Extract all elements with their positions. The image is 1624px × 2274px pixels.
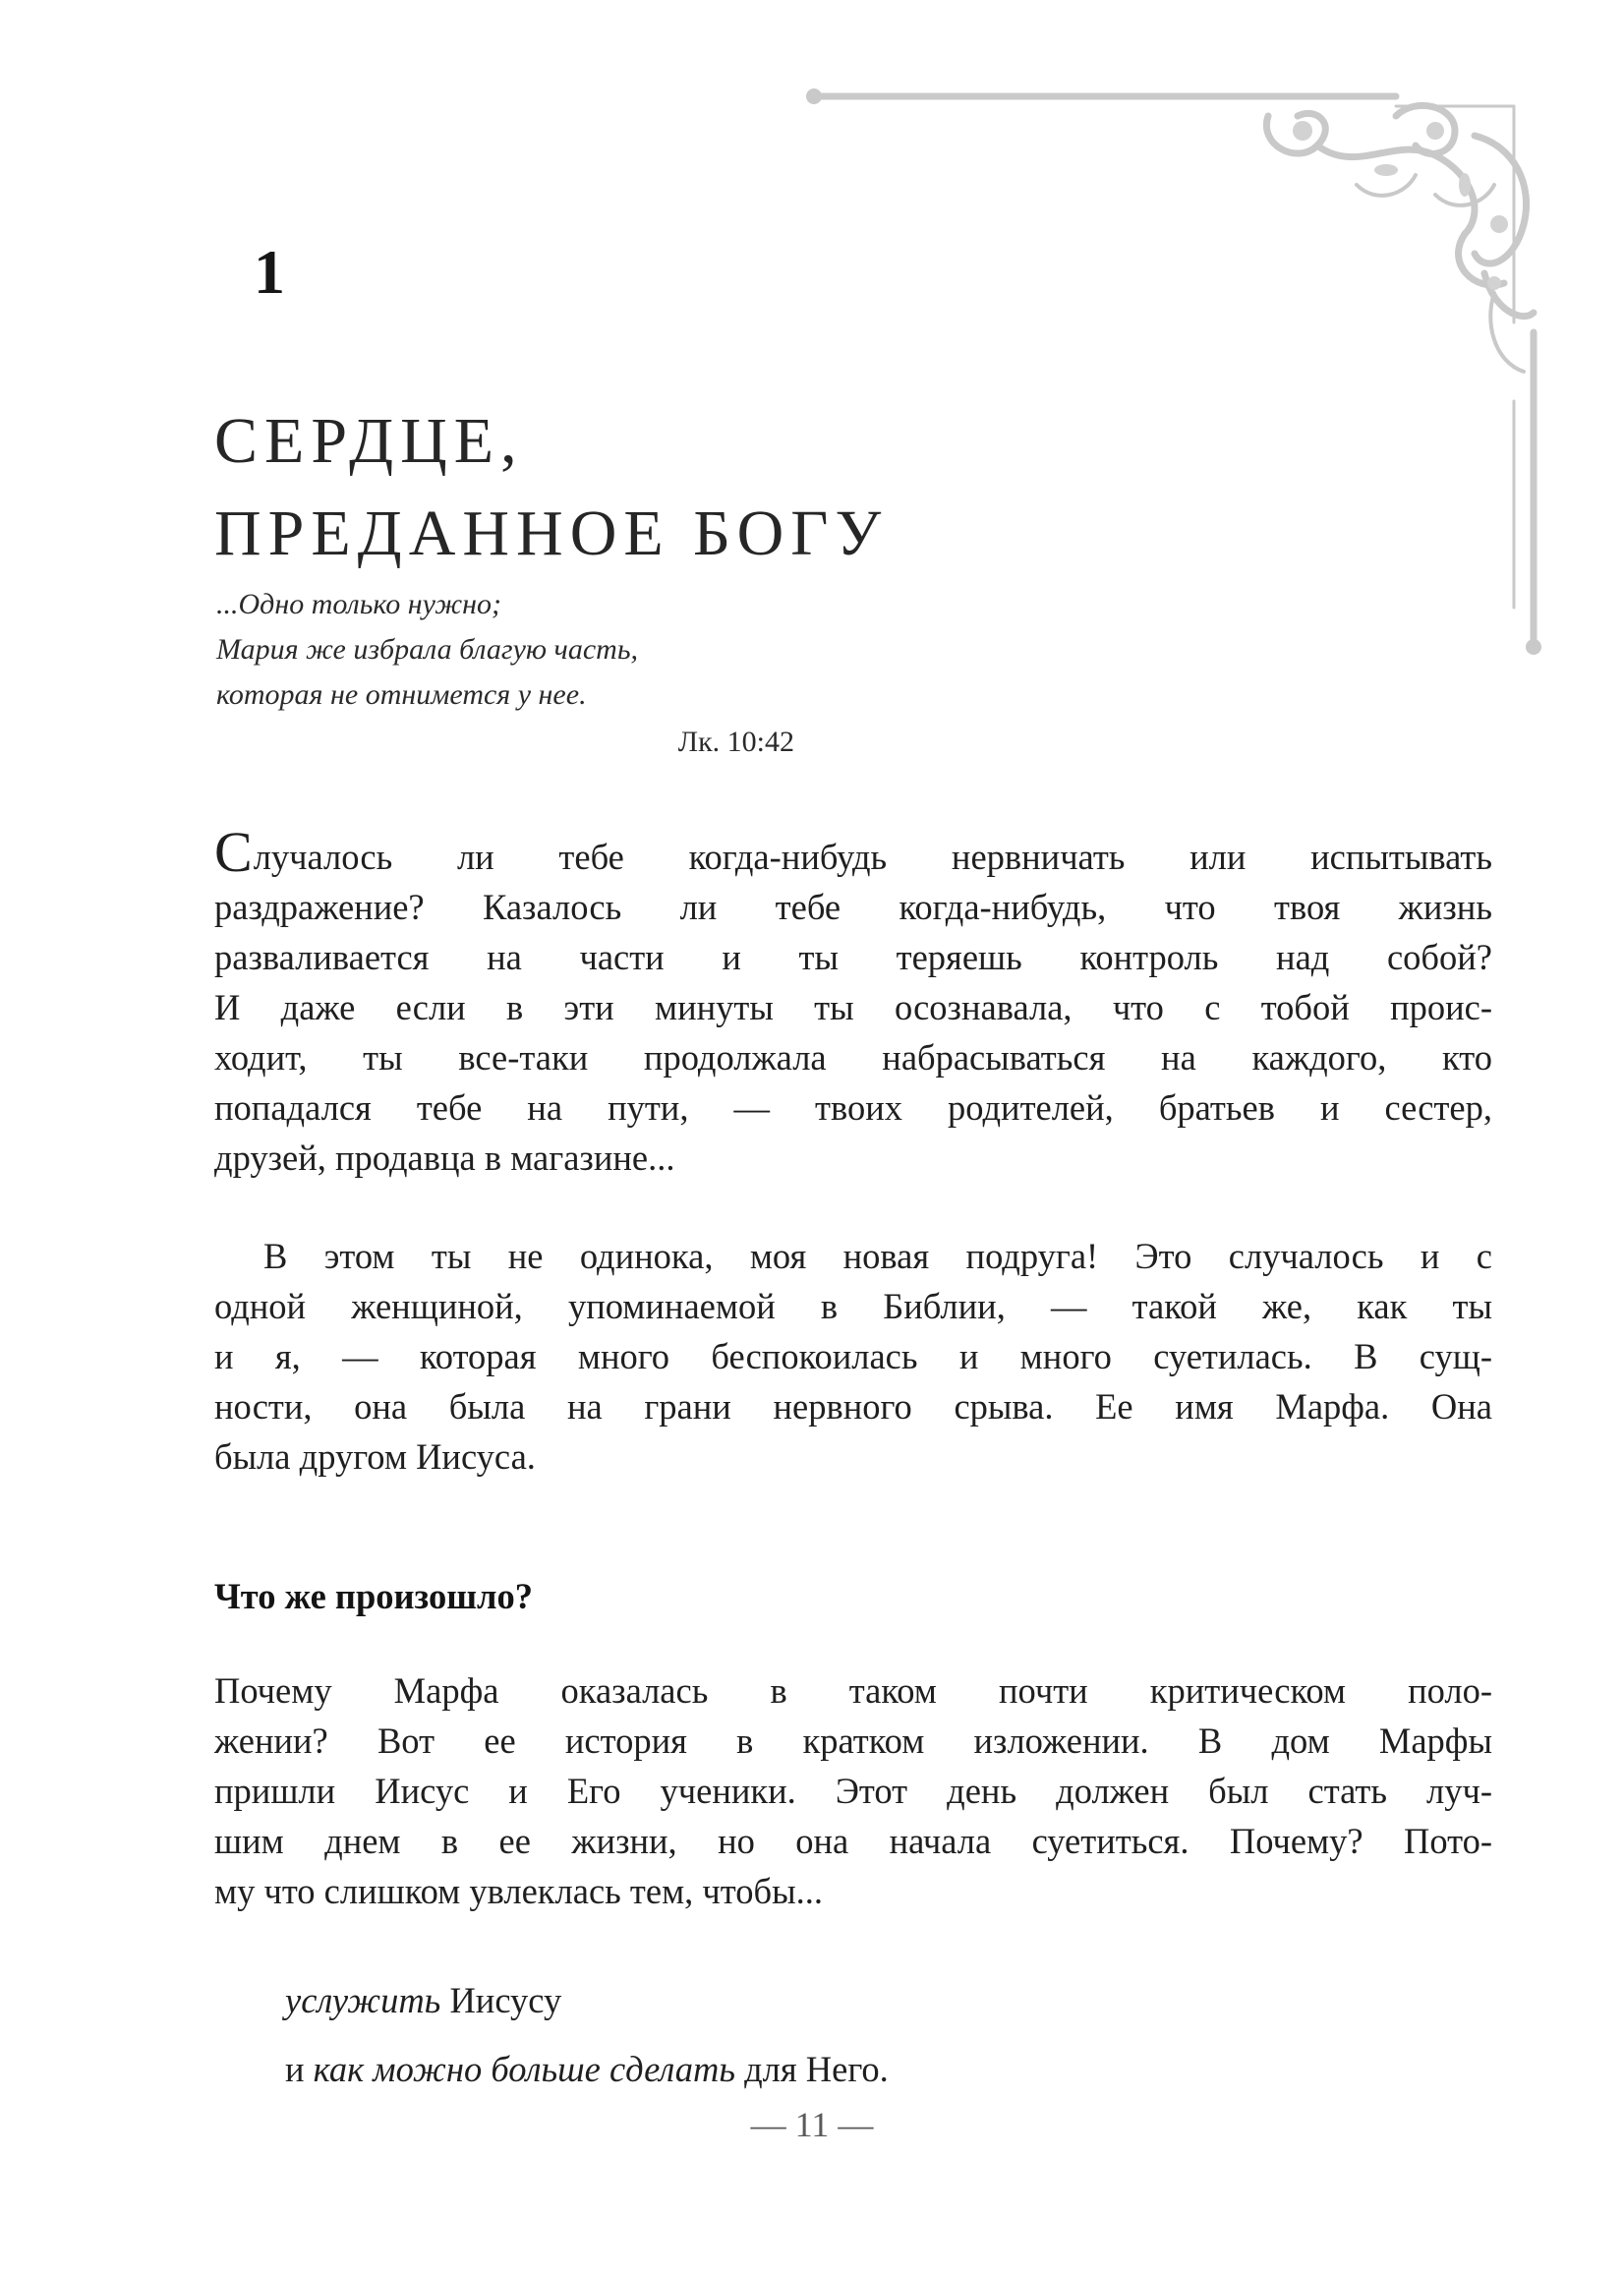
- epigraph-reference: Лк. 10:42: [677, 726, 794, 758]
- paragraph-line: попадался тебе на пути, — твоих родителей, братьев и сестер,: [214, 1087, 1492, 1128]
- list-item: [285, 2035, 889, 2104]
- paragraph-line: ходит, ты все-таки продолжала набрасываться на каждого, кто: [214, 1037, 1492, 1078]
- italic-list: [285, 1966, 889, 2104]
- paragraph-line: И даже если в эти минуты ты осознавала, что с тобой проис-: [214, 987, 1492, 1027]
- page-number: — 11 —: [750, 2105, 874, 2144]
- paragraph-line: разваливается на части и ты теряешь контроль над собой?: [214, 937, 1492, 977]
- paragraph-line: раздражение? Казалось ли тебе когда-нибудь, что твоя жизнь: [214, 887, 1492, 927]
- epigraph-line: которая не отнимется у нее.: [216, 678, 587, 711]
- paragraph-line: пришли Иисус и Его ученики. Этот день должен был стать луч-: [214, 1771, 1492, 1811]
- list-item-emphasis: услужить: [285, 1980, 441, 2020]
- paragraph-line: и я, — которая много беспокоилась и много суетилась. В сущ-: [214, 1336, 1492, 1376]
- paragraph-line: [214, 820, 1492, 884]
- corner-ornament-icon: [806, 77, 1563, 657]
- epigraph: [216, 582, 806, 765]
- paragraph-line: друзей, продавца в магазине...: [214, 1137, 675, 1178]
- list-item-post: для Него.: [734, 2049, 889, 2089]
- chapter-title-line: СЕРДЦЕ,: [214, 405, 524, 477]
- paragraph-line: жении? Вот ее история в кратком изложении. В дом Марфы: [214, 1720, 1492, 1761]
- paragraph-line-text: лучалось ли тебе когда-нибудь нервничать или испытывать: [253, 837, 1492, 877]
- paragraph-line: ности, она была на грани нервного срыва. Ее имя Марфа. Она: [214, 1386, 1492, 1427]
- paragraph-line: В этом ты не одинока, моя новая подруга! Это случалось и с: [263, 1236, 1492, 1276]
- list-item-emphasis: как можно больше сделать: [313, 2049, 735, 2089]
- paragraph-line: Почему Марфа оказалась в таком почти критическом поло-: [214, 1670, 1492, 1711]
- list-item: [285, 1966, 889, 2035]
- epigraph-line: ...Одно только нужно;: [216, 588, 501, 620]
- list-item-post: Иисусу: [440, 1980, 562, 2020]
- epigraph-line: Мария же избрала благую часть,: [216, 633, 638, 666]
- list-item-pre: и: [285, 2049, 314, 2089]
- section-subheading: Что же произошло?: [214, 1576, 534, 1616]
- chapter-title-line: ПРЕДАННОЕ БОГУ: [214, 497, 889, 569]
- chapter-number: 1: [254, 237, 285, 307]
- paragraph-line: одной женщиной, упоминаемой в Библии, — такой же, как ты: [214, 1286, 1492, 1326]
- paragraph-3: [214, 1665, 1492, 1916]
- paragraph-line: шим днем в ее жизни, но она начала суетиться. Почему? Пото-: [214, 1821, 1492, 1861]
- paragraph-line: была другом Иисуса.: [214, 1436, 536, 1477]
- chapter-title: [214, 395, 888, 580]
- drop-cap: С: [214, 820, 253, 884]
- paragraph-1: [214, 820, 1492, 1183]
- paragraph-line: му что слишком увлеклась тем, чтобы...: [214, 1871, 823, 1911]
- paragraph-2: [214, 1231, 1492, 1482]
